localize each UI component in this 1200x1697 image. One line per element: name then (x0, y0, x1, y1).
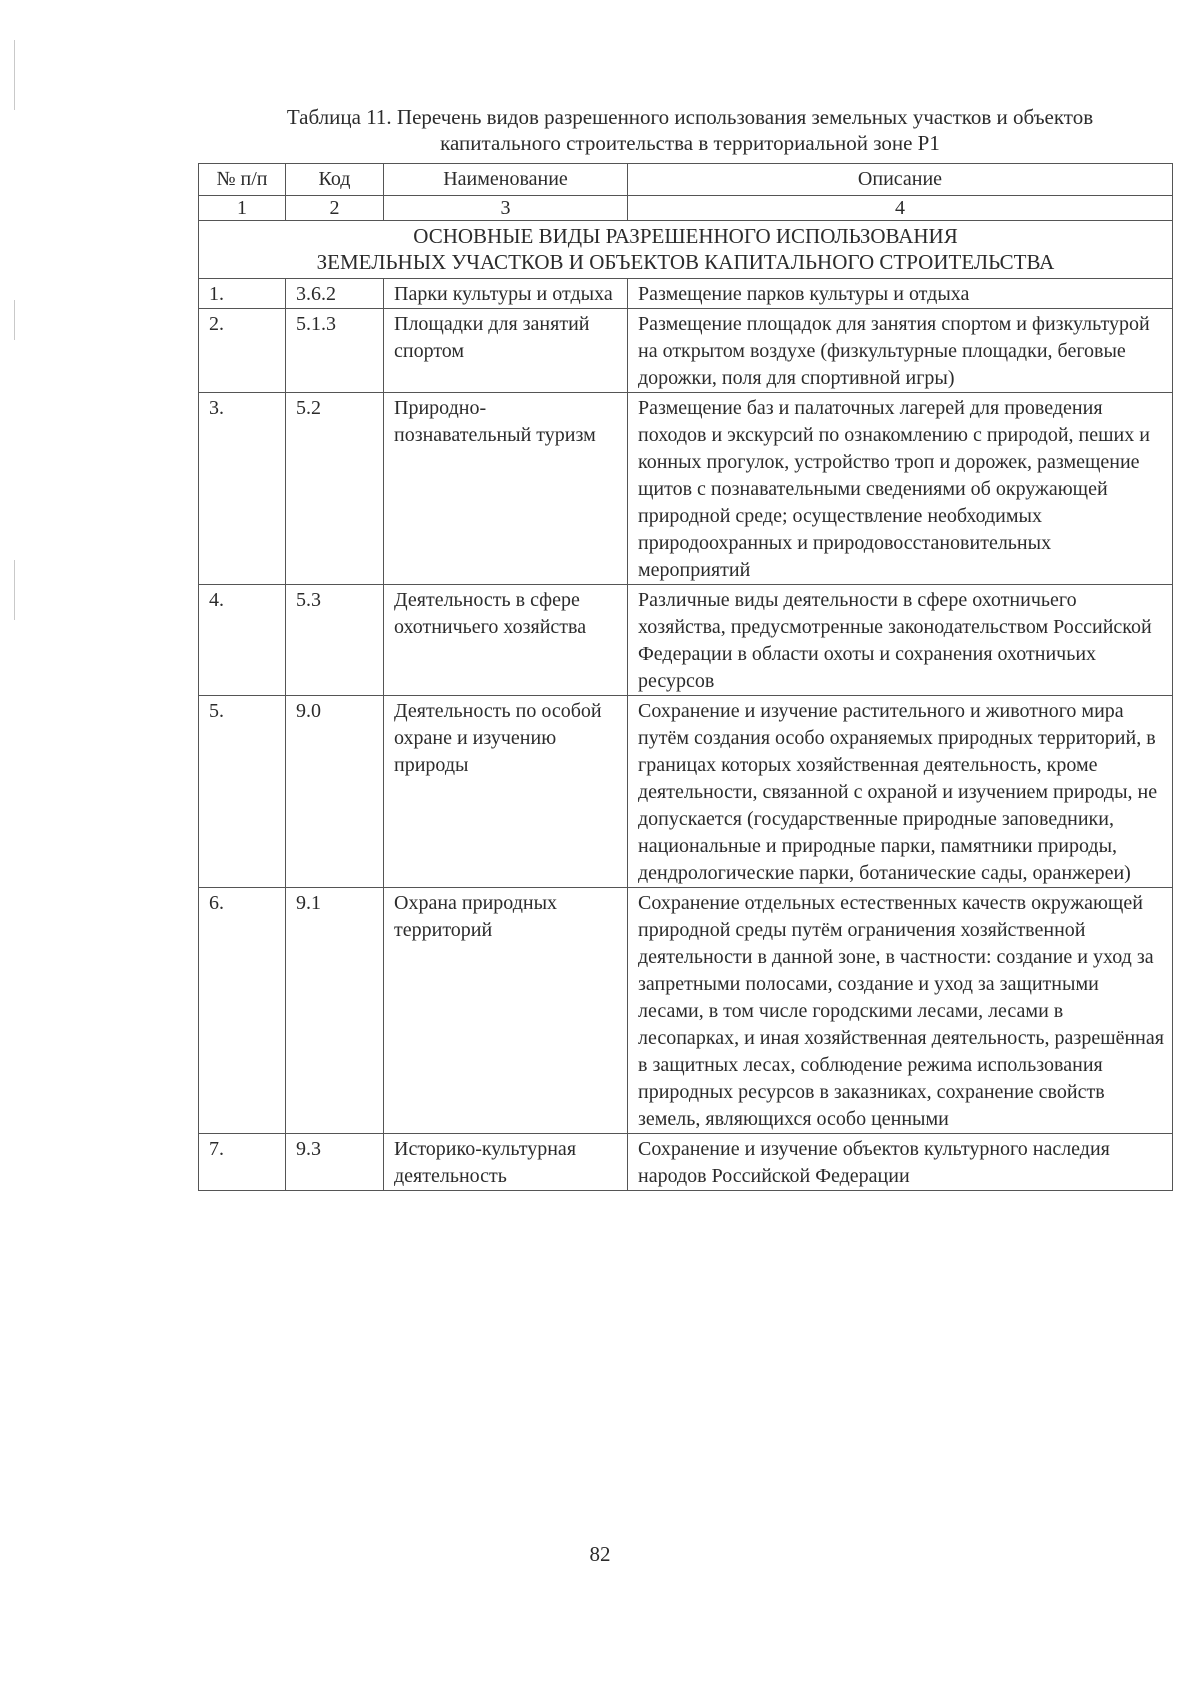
header-num: № п/п (199, 164, 286, 196)
header-code: Код (286, 164, 384, 196)
row-description: Размещение парков культуры и отдыха (628, 278, 1173, 308)
column-number-row (199, 196, 1173, 221)
table-row (199, 695, 1173, 887)
scan-edge-mark (14, 40, 15, 110)
section-header (199, 221, 1173, 279)
row-code: 9.1 (286, 887, 384, 1133)
page-number: 82 (589, 1542, 611, 1566)
table-row (199, 392, 1173, 584)
section-header-line: ОСНОВНЫЕ ВИДЫ РАЗРЕШЕННОГО ИСПОЛЬЗОВАНИЯ (413, 224, 958, 248)
row-num: 2. (199, 308, 286, 392)
table-caption-line: капитального строительства в территориальной зоне Р1 (440, 131, 940, 156)
row-code: 3.6.2 (286, 278, 384, 308)
row-name: Историко-культурная деятельность (384, 1133, 628, 1190)
row-code: 5.1.3 (286, 308, 384, 392)
row-num: 7. (199, 1133, 286, 1190)
column-number: 2 (286, 196, 384, 221)
row-description: Сохранение отдельных естественных качеств окружающей природной среды путём ограничения хозяйственной деятельности в данной зоне, в частности: создание и уход за запретными полосами, создание и уход за защитными лесами, в том числе городскими лесами, лесами в лесопарках, и иная хозяйственная деятельность, разрешённая в защитных лесах, соблюдение режима использования природных ресурсов в заказниках, сохранение свойств земель, являющихся особо ценными (628, 887, 1173, 1133)
row-num: 1. (199, 278, 286, 308)
scan-edge-mark (14, 560, 15, 620)
table-header-row (199, 164, 1173, 196)
header-description: Описание (628, 164, 1173, 196)
row-code: 9.3 (286, 1133, 384, 1190)
table-row (199, 308, 1173, 392)
column-number: 4 (628, 196, 1173, 221)
row-description: Сохранение и изучение растительного и животного мира путём создания особо охраняемых природных территорий, в границах которых хозяйственная деятельность, кроме деятельности, связанной с охраной и изучением природы, не допускается (государственные природные заповедники, национальные и природные парки, памятники природы, дендрологические парки, ботанические сады, оранжереи) (628, 695, 1173, 887)
row-description: Размещение баз и палаточных лагерей для проведения походов и экскурсий по ознакомлению с природой, пеших и конных прогулок, устройство троп и дорожек, размещение щитов с познавательными сведениями об окружающей природной среде; осуществление необходимых природоохранных и природовосстановительных мероприятий (628, 392, 1173, 584)
row-name: Деятельность по особой охране и изучению природы (384, 695, 628, 887)
table-caption-line: Таблица 11. Перечень видов разрешенного использования земельных участков и объектов (286, 105, 1094, 129)
section-header-line: ЗЕМЕЛЬНЫХ УЧАСТКОВ И ОБЪЕКТОВ КАПИТАЛЬНОГО СТРОИТЕЛЬСТВА (316, 250, 1055, 275)
row-code: 5.2 (286, 392, 384, 584)
row-num: 6. (199, 887, 286, 1133)
row-description: Сохранение и изучение объектов культурного наследия народов Российской Федерации (628, 1133, 1173, 1190)
land-use-table (198, 163, 1173, 1191)
section-header-row (199, 221, 1173, 279)
row-num: 5. (199, 695, 286, 887)
table-row (199, 1133, 1173, 1190)
row-code: 9.0 (286, 695, 384, 887)
row-name: Площадки для занятий спортом (384, 308, 628, 392)
row-description: Различные виды деятельности в сфере охотничьего хозяйства, предусмотренные законодательством Российской Федерации в области охоты и сохранения охотничьих ресурсов (628, 584, 1173, 695)
row-description: Размещение площадок для занятия спортом и физкультурой на открытом воздухе (физкультурные площадки, беговые дорожки, поля для спортивной игры) (628, 308, 1173, 392)
table-row (199, 584, 1173, 695)
row-name: Деятельность в сфере охотничьего хозяйства (384, 584, 628, 695)
row-name: Парки культуры и отдыха (384, 278, 628, 308)
table-row (199, 278, 1173, 308)
header-name: Наименование (384, 164, 628, 196)
scan-edge-mark (14, 300, 15, 340)
column-number: 1 (199, 196, 286, 221)
row-code: 5.3 (286, 584, 384, 695)
table-row (199, 887, 1173, 1133)
column-number: 3 (384, 196, 628, 221)
table-caption (200, 104, 1180, 157)
row-name: Охрана природных территорий (384, 887, 628, 1133)
row-num: 4. (199, 584, 286, 695)
row-num: 3. (199, 392, 286, 584)
row-name: Природно-познавательный туризм (384, 392, 628, 584)
